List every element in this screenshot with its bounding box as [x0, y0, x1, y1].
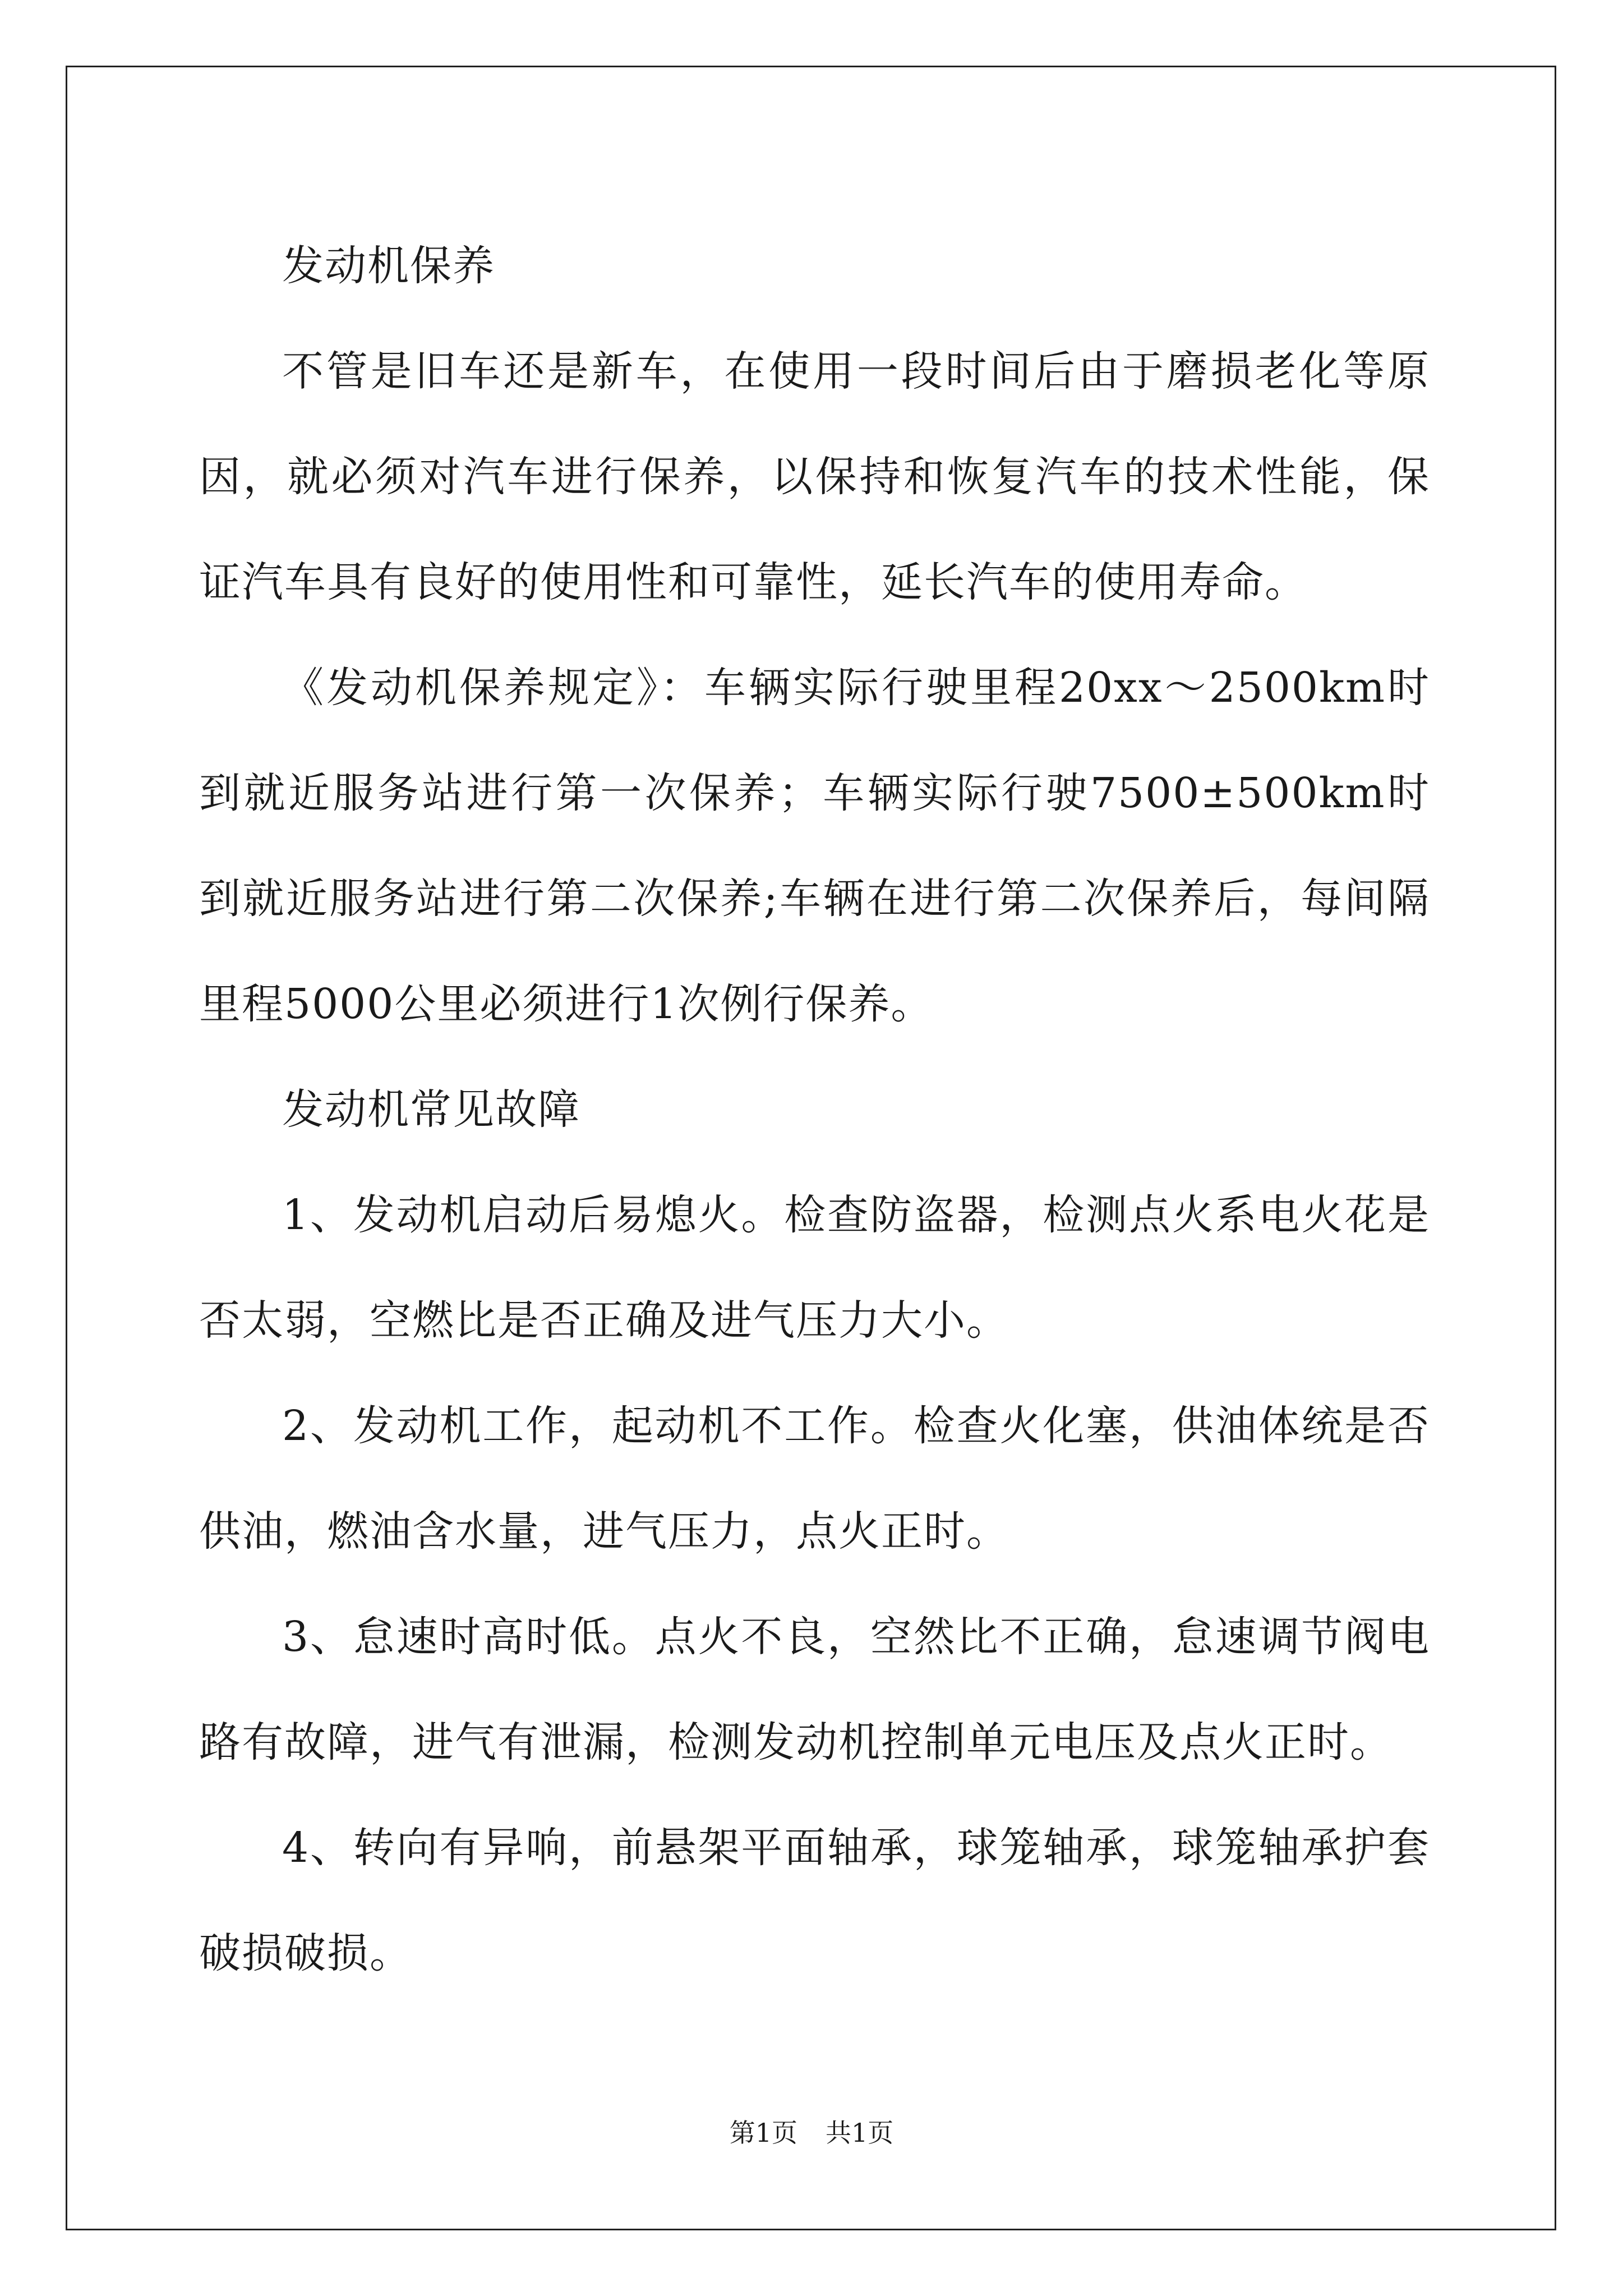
- page-footer: [0, 2116, 1623, 2150]
- document-body: [199, 213, 1430, 2006]
- paragraph-intro: 不管是旧车还是新车，在使用一段时间后由于磨损老化等原因，就必须对汽车进行保养，以保持和恢复汽车的技术性能，保证汽车具有良好的使用性和可靠性，延长汽车的使用寿命。: [199, 347, 1430, 606]
- fault-item-1: 1、发动机启动后易熄火。检查防盗器，检测点火系电火花是否太弱，空燃比是否正确及进气压力大小。: [199, 1191, 1430, 1345]
- page-number: 第1页: [729, 2118, 797, 2148]
- section-heading-faults: 发动机常见故障: [282, 1085, 580, 1134]
- page-total: 共1页: [826, 2118, 894, 2148]
- paragraph-maintenance-rules: 《发动机保养规定》：车辆实际行驶里程20xx～2500km时到就近服务站进行第一次保养；车辆实际行驶7500±500km时到就近服务站进行第二次保养;车辆在进行第二次保养后，每间隔里程5000公里必须进行1次例行保养。: [199, 664, 1430, 1028]
- fault-item-2: 2、发动机工作，起动机不工作。检查火化塞，供油体统是否供油，燃油含水量，进气压力，点火正时。: [199, 1402, 1430, 1556]
- fault-item-3: 3、怠速时高时低。点火不良，空然比不正确，怠速调节阀电路有故障，进气有泄漏，检测发动机控制单元电压及点火正时。: [199, 1613, 1430, 1766]
- fault-item-4: 4、转向有异响，前悬架平面轴承，球笼轴承，球笼轴承护套破损破损。: [199, 1824, 1430, 1977]
- section-heading-maintenance: 发动机保养: [282, 242, 495, 290]
